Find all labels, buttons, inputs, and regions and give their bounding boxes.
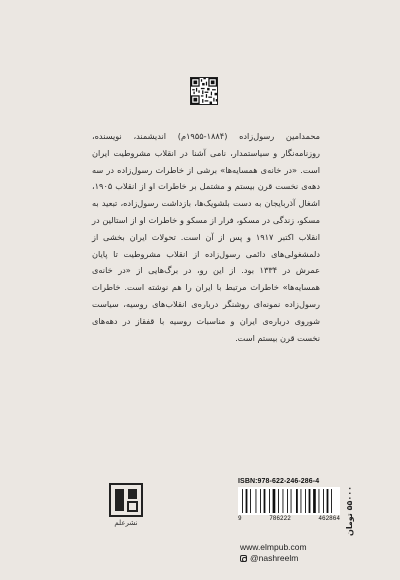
barcode-digit-prefix: 9 bbox=[238, 515, 242, 522]
website-row bbox=[240, 542, 350, 553]
barcode-digit-left: 786222 bbox=[269, 515, 291, 522]
barcode bbox=[238, 487, 340, 515]
barcode-digit-right: 462864 bbox=[318, 515, 340, 522]
instagram-icon bbox=[240, 555, 247, 562]
publisher-name: نشرعلم bbox=[114, 519, 138, 527]
barcode-digits bbox=[238, 515, 340, 522]
barcode-block bbox=[238, 478, 340, 522]
book-description bbox=[92, 128, 320, 346]
barcode-bars bbox=[238, 487, 340, 515]
description-paragraph: محمدامین رسول‌زاده (۱۸۸۴-۱۹۵۵م) اندیشمند، نویسنده، روزنامه‌نگار و سیاستمدار، نامی آشنا در انقلاب مشروطیت ایران است. «در خانه‌ی همسایه‌ها» برشی از خاطرات رسول‌زاده در سه دهه‌ی نخست قرن بیستم و مشتمل بر خاطرات او از انقلاب ۱۹۰۵، اشغال آذربایجان به دست بلشویک‌ها، بازداشت رسول‌زاده، تبعید به مسکو، زندگی در مسکو، فرار از مسکو و خاطرات او از استالین در انقلاب اکتبر ۱۹۱۷ و پس از آن است. تحولات ایران بخشی از دلمشغولی‌های دائمی رسول‌زاده از انقلاب مشروطیت تا پایان عمرش در ۱۳۳۴ بود. از این رو، در برگ‌هایی از «در خانه‌ی همسایه‌ها» خاطرات مرتبط با ایران را هم نوشته است. خاطرات رسول‌زاده نمونه‌ای روشنگر درباره‌ی انقلاب‌های روسیه، سیاست شوروی درباره‌ی ایران و مناسبات روسیه با قفقاز در دهه‌های نخست قرن بیستم است. bbox=[92, 131, 321, 343]
qr-code-pattern bbox=[191, 78, 217, 104]
website-link[interactable]: www.elmpub.com bbox=[240, 542, 307, 552]
instagram-row bbox=[240, 553, 350, 564]
instagram-handle[interactable]: @nashreelm bbox=[250, 553, 299, 563]
isbn-label: ISBN:978-622-246-286-4 bbox=[238, 478, 320, 485]
publisher-logo-icon bbox=[109, 483, 143, 517]
publisher-contact bbox=[240, 542, 350, 564]
publisher-logo bbox=[105, 483, 147, 543]
price-label: ۵۵۰۰۰ تومان bbox=[345, 486, 354, 537]
qr-code bbox=[190, 77, 218, 105]
publisher-logo-mark bbox=[109, 483, 143, 517]
